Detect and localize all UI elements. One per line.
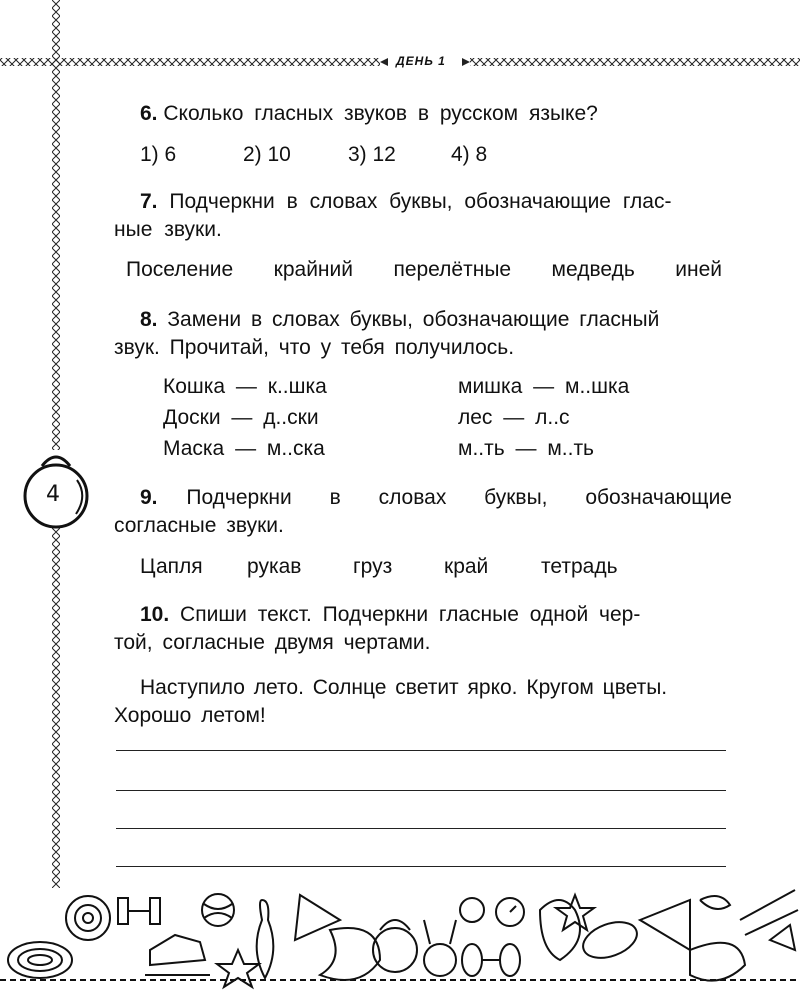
question-10-line1: 10. Спиши текст. Подчеркни гласные одной чер-	[140, 603, 641, 626]
question-9-number: 9.	[140, 486, 158, 509]
writing-line[interactable]	[116, 790, 726, 791]
option-3: 3) 12	[348, 143, 396, 166]
question-7-words	[126, 256, 722, 284]
question-10-line2: той, согласные двумя чертами.	[114, 631, 431, 654]
question-8-line1: 8. Замени в словах буквы, обозначающие гласный	[140, 308, 660, 331]
question-9-words	[140, 553, 618, 581]
option-1: 1) 6	[140, 143, 177, 166]
question-6-options	[140, 141, 487, 169]
word: крайний	[273, 258, 353, 281]
question-10-text-line2: Хорошо летом!	[114, 704, 266, 727]
word: медведь	[551, 258, 635, 281]
writing-line[interactable]	[116, 866, 726, 867]
pair-left-3: Маска — м..ска	[163, 437, 325, 460]
sports-doodle-border	[0, 880, 800, 995]
question-9-line1: 9. Подчеркни в словах буквы, обозначающие	[140, 484, 732, 512]
day-label: ДЕНЬ 1	[396, 54, 446, 68]
pair-right-3: м..ть — м..ть	[458, 437, 594, 460]
writing-line[interactable]	[116, 828, 726, 829]
question-7-number: 7.	[140, 190, 158, 213]
word: край	[444, 555, 489, 578]
word: Поселение	[126, 258, 234, 281]
pair-right-1: мишка — м..шка	[458, 375, 630, 398]
question-8-line2: звук. Прочитай, что у тебя получилось.	[114, 336, 515, 359]
writing-line[interactable]	[116, 750, 726, 751]
option-4: 4) 8	[451, 143, 488, 166]
question-8-number: 8.	[140, 308, 158, 331]
question-6	[140, 100, 598, 128]
word: рукав	[247, 555, 302, 578]
pair-left-2: Доски — д..ски	[163, 406, 319, 429]
question-10-number: 10.	[140, 603, 170, 626]
pair-right-2: лес — л..с	[458, 406, 570, 429]
question-6-text: Сколько гласных звуков в русском языке?	[163, 102, 598, 125]
question-7-line2: ные звуки.	[114, 218, 222, 241]
question-9-line2: согласные звуки.	[114, 514, 284, 537]
word: Цапля	[140, 555, 203, 578]
question-10-text-line1: Наступило лето. Солнце светит ярко. Кругом цветы.	[140, 676, 668, 699]
word: груз	[353, 555, 393, 578]
question-7-line1: 7. Подчеркни в словах буквы, обозначающие глас-	[140, 190, 672, 213]
option-2: 2) 10	[243, 143, 291, 166]
page-number: 4	[46, 482, 60, 507]
word: иней	[675, 258, 722, 281]
word: перелётные	[393, 258, 512, 281]
pair-left-1: Кошка — к..шка	[163, 375, 327, 398]
word: тетрадь	[541, 555, 618, 578]
question-6-number: 6.	[140, 102, 158, 125]
